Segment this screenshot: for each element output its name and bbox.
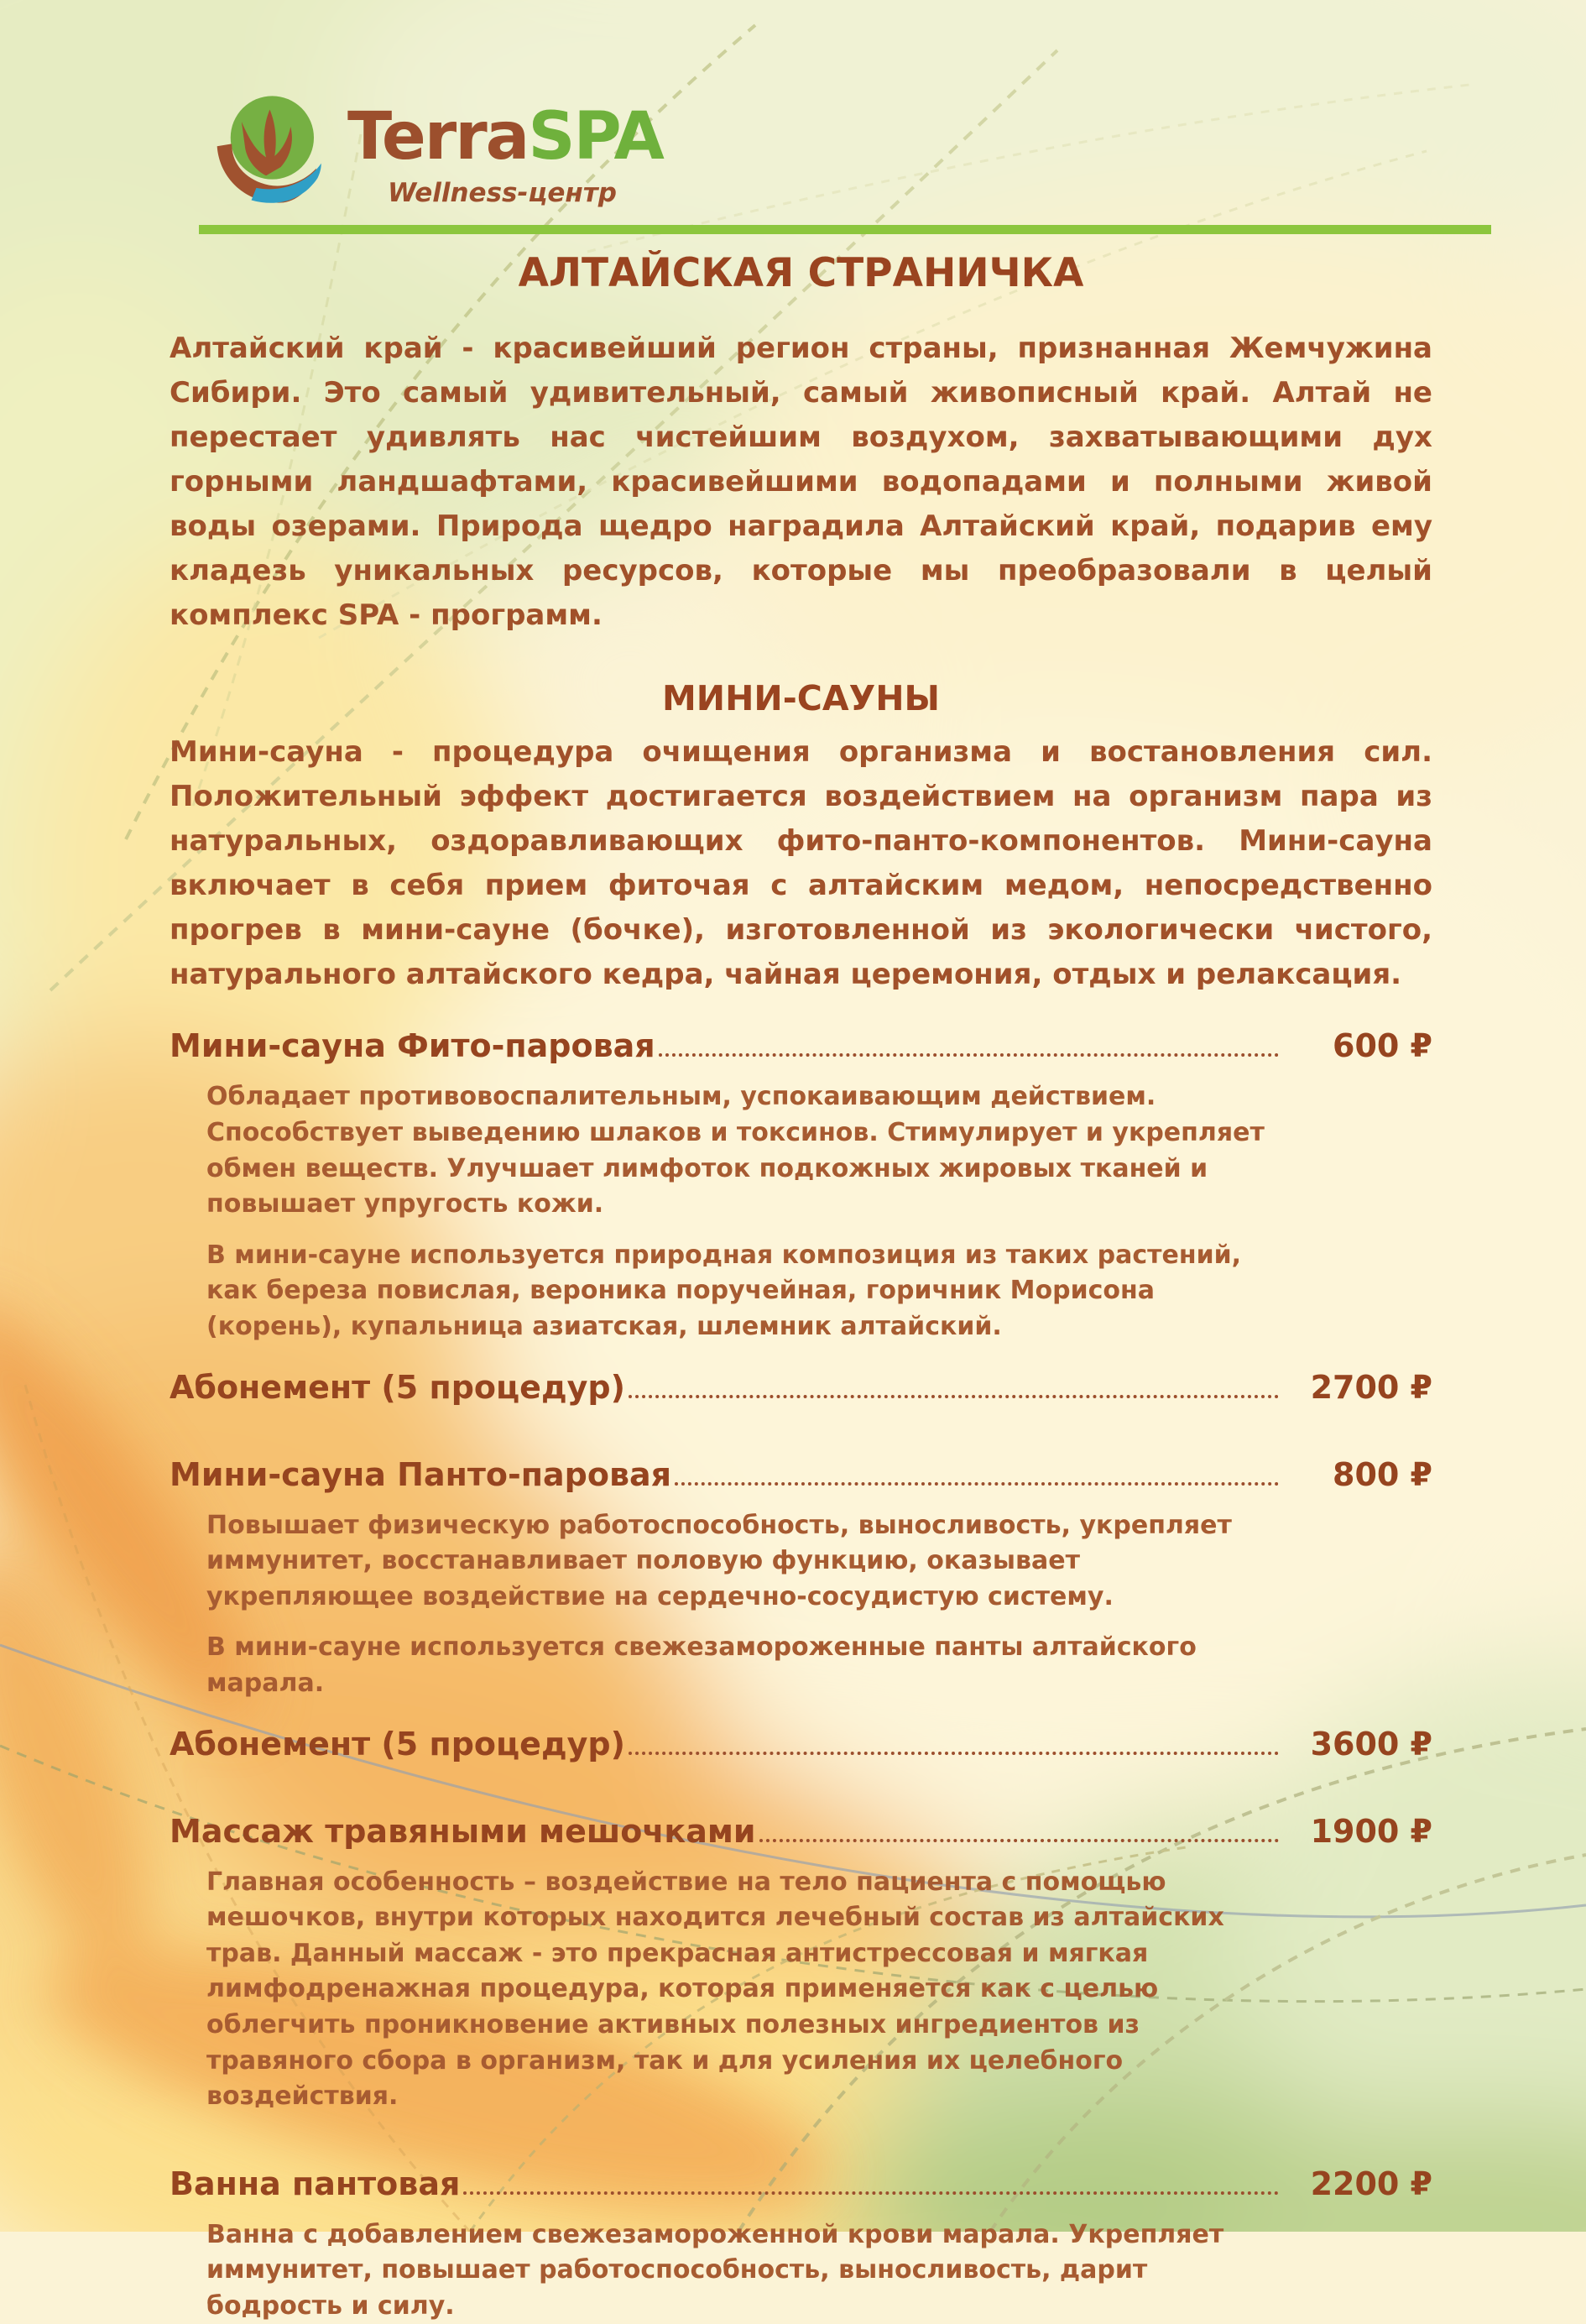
- item-description: В мини-сауне используется свежезамороженные панты алтайского марала.: [206, 1632, 1197, 1698]
- item-price: 1900 ₽: [1310, 1812, 1432, 1850]
- section-paragraph: Мини-сауна - процедура очищения организма и востановления сил. Положительный эффект достигается воздействием на организм пара из натуральных, оздоравливающих фито-панто-компонентов. Мини-сауна включает в себя прием фиточая с алтайским медом, непосредственно прогрев в мини-сауне (бочке), изготовленной из экологически чистого, натурального алтайского кедра, чайная церемония, отдых и релаксация.: [170, 735, 1432, 992]
- item-description: Ванна с добавлением свежезамороженной крови марала. Укрепляет иммунитет, повышает работоспособность, выносливость, дарит бодрость и силу.: [206, 2219, 1224, 2321]
- item-description: Обладает противовоспалительным, успокаивающим действием. Способствует выведению шлаков и токсинов. Стимулирует и укрепляет обмен веществ. Улучшает лимфоток подкожных жировых тканей и повышает упругость кожи.: [206, 1082, 1265, 1219]
- price-row: [170, 1456, 1432, 1493]
- dots-leader: [675, 1482, 1279, 1486]
- dots-leader: [659, 1053, 1279, 1057]
- section-heading: МИНИ-САУНЫ: [662, 678, 940, 719]
- dots-leader: [629, 1752, 1279, 1755]
- brand-name: TerraSPA: [347, 99, 663, 175]
- dots-leader: [759, 1839, 1279, 1842]
- service-group: [170, 1813, 1432, 2115]
- intro-paragraph: Алтайский край - красивейший регион страны, признанная Жемчужина Сибири. Это самый удивительный, самый живописный край. Алтай не перестает удивлять нас чистейшим воздухом, захватывающими дух горными ландшафтами, красивейшими водопадами и полными живой воды озерами. Природа щедро наградила Алтайский край, подарив ему кладезь уникальных ресурсов, которые мы преобразовали в целый комплекс SPA - программ.: [170, 332, 1432, 633]
- logo: [206, 92, 663, 215]
- item-price: 2200 ₽: [1310, 2165, 1432, 2202]
- dots-leader: [463, 2191, 1279, 2195]
- service-group: [170, 2165, 1432, 2324]
- item-name: Абонемент (5 процедур): [170, 1368, 625, 1406]
- item-description: Повышает физическую работоспособность, выносливость, укрепляет иммунитет, восстанавливает половую функцию, оказывает укрепляющее воздействие на сердечно-сосудистую систему.: [206, 1510, 1232, 1611]
- item-price: 800 ₽: [1333, 1455, 1432, 1493]
- price-row: [170, 1369, 1432, 1406]
- brand-spa: SPA: [528, 99, 663, 175]
- item-price: 3600 ₽: [1310, 1725, 1432, 1763]
- price-row: [170, 1027, 1432, 1064]
- item-name: Абонемент (5 процедур): [170, 1725, 625, 1763]
- item-name: Мини-сауна Фито-паровая: [170, 1027, 655, 1065]
- item-price: 600 ₽: [1333, 1027, 1432, 1065]
- item-name: Массаж травяными мешочками: [170, 1812, 756, 1850]
- service-group: [170, 1456, 1432, 1763]
- content: [170, 250, 1432, 2324]
- item-description: Главная особенность – воздействие на тело пациента с помощью мешочков, внутри которых находится лечебный состав из алтайских трав. Данный массаж - это прекрасная антистрессовая и мягкая лимфодренажная процедура, которая применяется как с целью облегчить проникновение активных полезных ингредиентов из травяного сбора в организм, так и для усиления их целебного воздействия.: [206, 1867, 1224, 2112]
- page-title: АЛТАЙСКАЯ СТРАНИЧКА: [518, 250, 1084, 296]
- service-group: [170, 1027, 1432, 1405]
- divider-line: [199, 225, 1491, 234]
- logo-text: [347, 92, 663, 208]
- item-name: Мини-сауна Панто-паровая: [170, 1455, 672, 1493]
- price-row: [170, 2165, 1432, 2202]
- terraspa-logo-icon: [206, 92, 331, 215]
- dots-leader: [629, 1395, 1279, 1398]
- price-row: [170, 1726, 1432, 1763]
- brand-subtitle: Wellness-центр: [388, 178, 617, 208]
- price-row: [170, 1813, 1432, 1850]
- item-price: 2700 ₽: [1310, 1368, 1432, 1406]
- price-list: [170, 1027, 1432, 2324]
- item-description: В мини-сауне используется природная композиция из таких растений, как береза повислая, вероника поручейная, горичник Морисона (корень), купальница азиатская, шлемник алтайский.: [206, 1240, 1242, 1341]
- item-name: Ванна пантовая: [170, 2165, 461, 2202]
